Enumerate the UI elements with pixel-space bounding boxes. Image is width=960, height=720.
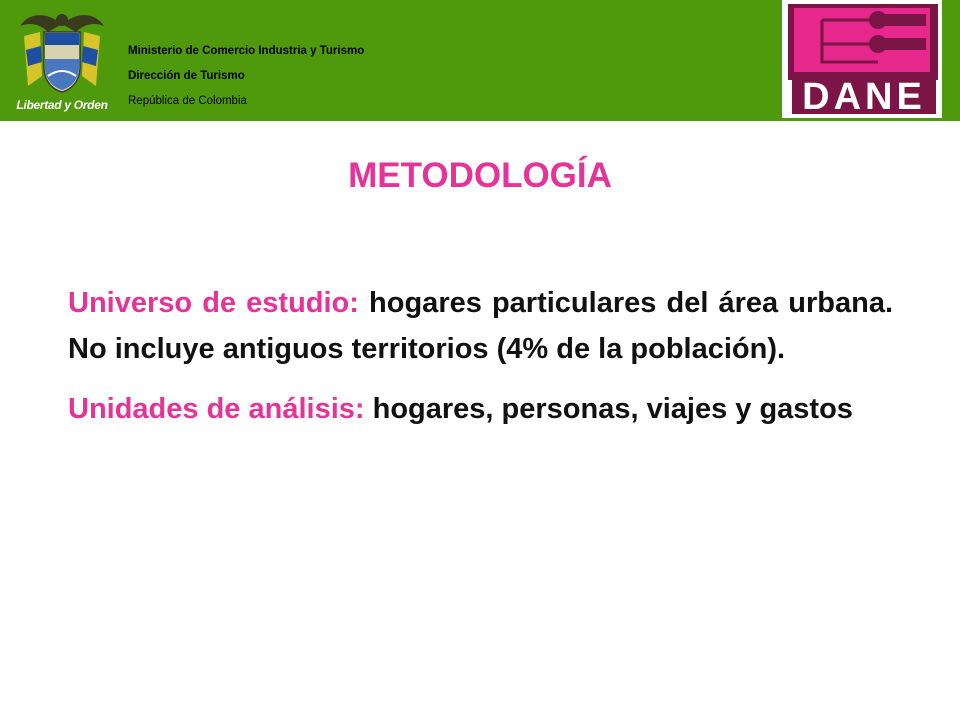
dane-emblem-icon [782,0,942,80]
directorate-name: Dirección de Turismo [128,70,245,82]
paragraph-label: Universo de estudio: [68,287,359,319]
ministry-block [128,44,458,108]
crest-motto: Libertad y Orden [16,98,108,112]
slide-title: METODOLOGÍA [348,156,612,195]
paragraph-units [68,386,893,432]
slide-content [68,280,893,446]
header-bar [0,0,960,121]
dane-logo [782,0,942,118]
paragraph-label: Unidades de análisis: [68,393,365,425]
paragraph-text: hogares, personas, viajes y gastos [364,393,853,425]
ministry-name: Ministerio de Comercio Industria y Turismo [128,45,365,57]
colombia-coat-of-arms [14,6,110,116]
country-name: República de Colombia [128,95,247,107]
paragraph-universe [68,280,893,372]
dane-wordmark: DANE [792,78,936,114]
paragraph-text: hogares particulares del área urbana. No incluye antiguos territorios (4% de la población). [68,287,894,365]
eagle-shield-icon [14,6,110,98]
